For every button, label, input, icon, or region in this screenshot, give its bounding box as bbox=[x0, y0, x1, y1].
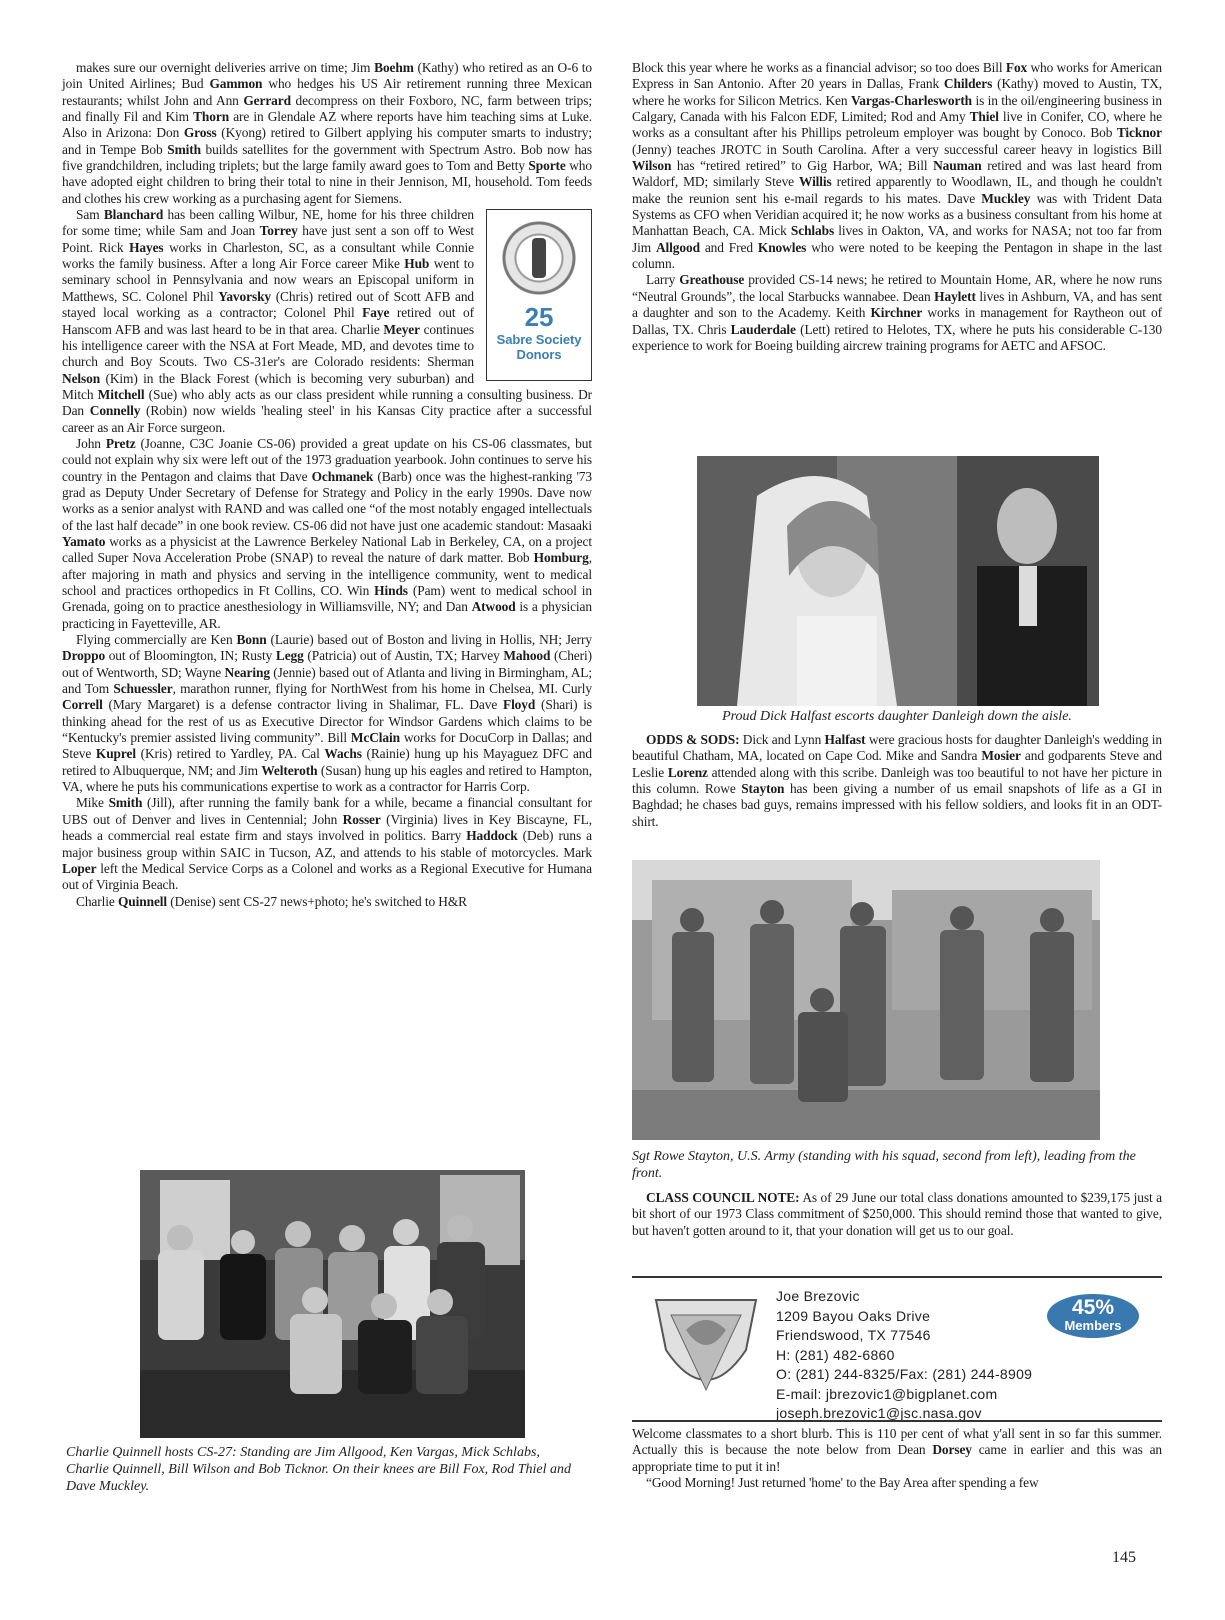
group-photo bbox=[140, 1170, 525, 1438]
classmate-surname: Wilson bbox=[632, 158, 672, 174]
classmate-surname: Dorsey bbox=[932, 1442, 972, 1458]
classmate-surname: Fox bbox=[1005, 60, 1028, 75]
classmate-surname: Nelson bbox=[62, 370, 101, 386]
classmate-surname: Nearing bbox=[224, 664, 270, 680]
paragraph: Sam Blanchard has been calling Wilbur, NE, home for his three children for some time; while Sam and Joan Torrey have just sent a son off to West Point. Rick Hayes works in Charleston, SC, as a consultant while Connie works the family business. After a long Air Force career Mike Hub went to seminary school in Pennsylvania and now wears an Episcopal uniform in Matthews, SC. Colonel Phil Yavorsky (Chris) retired out of Scott AFB and stayed local working as a contractor; Colonel Phil Faye retired out of Hanscom AFB and was last heard to be in that area. Charlie Meyer continues his intelligence career with the NSA at Fort Meade, MD, and devotes time to church and Boy Scouts. Two CS-31er's are Colorado residents: Sherman Nelson (Kim) in the Black Forest (which is becoming very suburban) and Mitch Mitchell (Sue) who ably acts as our class president while running a consulting business. Dr Dan Connelly (Robin) now wields 'healing steel' in his Kansas City practice after a successful career as an Air Force surgeon. bbox=[62, 207, 593, 435]
classmate-surname: Legg bbox=[275, 648, 304, 664]
classmate-surname: Correll bbox=[62, 697, 103, 713]
classmate-surname: ODDS & SODS: bbox=[646, 732, 740, 747]
classmate-surname: Yavorsky bbox=[218, 288, 272, 304]
members-percent: 45% bbox=[1071, 1296, 1115, 1319]
paragraph: CLASS COUNCIL NOTE: As of 29 June our total class donations amounted to $239,175 just a bit short of our 1973 Class commitment of $250,000. This should remind those that wanted to give, but haven't gotten around to it, that your donation will get us to our goal. bbox=[632, 1190, 1162, 1238]
section-divider bbox=[632, 1420, 1162, 1422]
classmate-surname: Thiel bbox=[969, 109, 999, 125]
classmate-surname: Blanchard bbox=[103, 207, 164, 223]
scribe-name: Joe Brezovic bbox=[776, 1288, 860, 1304]
classmate-surname: Rosser bbox=[342, 811, 381, 827]
paragraph: makes sure our overnight deliveries arrive on time; Jim Boehm (Kathy) who retired as an O-6 to join United Airlines; Bud Gammon who hedges his US Air retirement running three Mexican restaurants; whilst John and Ann Gerrard decompress on their Foxboro, NC, farm between trips; and finally Fil and Kim Thorn are in Glendale AZ where reports have him teaching sims at Luke. Also in Arizona: Don Gross (Kyong) retired to Gilbert applying his computer smarts to industry; and in Tempe Bob Smith builds satellites for the government with Spectrum Astro. Bob now has five grandchildren, including triplets; but the large family award goes to Tom and Betty Sporte who have adopted eight children to bring their total to nine in their Jennison, MI, household. Tom feeds and clothes his crew working as a purchasing agent for Siemens. bbox=[62, 60, 593, 206]
sabre-label-1: Sabre Society bbox=[496, 332, 582, 348]
members-label: Members bbox=[1064, 1318, 1122, 1333]
classmate-surname: Muckley bbox=[981, 190, 1031, 206]
paragraph: “Good Morning! Just returned 'home' to the Bay Area after spending a few bbox=[646, 1475, 1039, 1491]
paragraph: Welcome classmates to a short blurb. This is 110 per cent of what y'all sent in so far this summer. Actually this is because the note below from Dean Dorsey came in earlier and this was an appropriate time to put it in! bbox=[632, 1426, 1163, 1474]
classmate-surname: CLASS COUNCIL NOTE: bbox=[646, 1190, 800, 1205]
class-crest-logo-icon bbox=[646, 1290, 766, 1410]
classmate-surname: Haddock bbox=[466, 828, 518, 844]
classmate-surname: Sporte bbox=[528, 158, 566, 174]
classmate-surname: Gross bbox=[183, 125, 217, 141]
classmate-surname: Floyd bbox=[502, 697, 536, 713]
paragraph: Larry Greathouse provided CS-14 news; he retired to Mountain Home, AR, where he now runs “Neutral Grounds”, the local Starbucks wannabee. Dean Haylett lives in Ashburn, VA, and has sent a daughter and son to the Academy. Keith Kirchner works in management for Raytheon out of Dallas, TX. Chris Lauderdale (Lett) retired to Helotes, TX, where he puts his considerable C-130 experience to work for Boeing building aircrew training programs for AETC and AFSOC. bbox=[632, 272, 1163, 353]
paragraph: Mike Smith (Jill), after running the family bank for a while, became a financial consultant for UBS out of Denver and lives in Centennial; John Rosser (Virginia) lives in Key Biscayne, FL, heads a commercial real estate firm and stays involved in politics. Barry Haddock (Deb) runs a major business group within SAIC in Tucson, AZ, and attends to his stable of motorcycles. Mark Loper left the Medical Service Corps as a Colonel and works as a Regional Executive for Humana out of Virginia Beach. bbox=[62, 795, 592, 893]
classmate-surname: Droppo bbox=[62, 648, 106, 664]
classmate-surname: Willis bbox=[799, 174, 832, 190]
classmate-surname: Ticknor bbox=[1116, 125, 1162, 141]
classmate-surname: Stayton bbox=[741, 781, 785, 797]
contact-info bbox=[776, 1287, 1032, 1424]
classmate-surname: Lorenz bbox=[667, 764, 708, 780]
scribe-home-phone: H: (281) 482-6860 bbox=[776, 1346, 895, 1363]
scribe-address-2: Friendswood, TX 77546 bbox=[776, 1327, 931, 1343]
classmate-surname: Schuessler bbox=[113, 681, 173, 697]
scribe-office-phone: O: (281) 244-8325/Fax: (281) 244-8909 bbox=[776, 1366, 1033, 1382]
wedding-photo-caption: Proud Dick Halfast escorts daughter Danleigh down the aisle. bbox=[722, 709, 1072, 724]
classmate-surname: Kuprel bbox=[95, 746, 136, 762]
classmate-surname: Smith bbox=[108, 795, 143, 811]
classmate-surname: Faye bbox=[362, 305, 390, 321]
scribe-address-1: 1209 Bayou Oaks Drive bbox=[776, 1307, 931, 1324]
scribe-email-2[interactable]: joseph.brezovic1@jsc.nasa.gov bbox=[776, 1405, 982, 1421]
classmate-surname: Yamato bbox=[62, 533, 106, 549]
classmate-surname: Boehm bbox=[374, 60, 414, 75]
wedding-photo-image bbox=[697, 456, 1099, 706]
squad-photo-image bbox=[632, 860, 1100, 1140]
classmate-surname: Gammon bbox=[209, 76, 263, 92]
paragraph: ODDS & SODS: Dick and Lynn Halfast were gracious hosts for daughter Danleigh's wedding in beautiful Chatham, MA, located on Cape Cod. Mike and Sandra Mosier and godparents Steve and Leslie Lorenz attended along with this scribe. Danleigh was too beautiful to not have her picture in this column. Rowe Stayton has been giving a number of us email snapshots of life as a GI in Baghdad; he chases bad guys, remains impressed with his fellow soldiers, and looks fit in an ODT-shirt. bbox=[632, 732, 1163, 829]
page-number: 145 bbox=[1112, 1549, 1136, 1566]
wedding-photo bbox=[697, 456, 1099, 706]
classmate-surname: Mitchell bbox=[97, 386, 145, 402]
classmate-surname: Hinds bbox=[374, 583, 408, 598]
classmate-surname: Halfast bbox=[824, 732, 866, 747]
classmate-surname: Hub bbox=[404, 256, 430, 272]
classmate-surname: Vargas-Charlesworth bbox=[850, 92, 973, 108]
classmate-surname: McClain bbox=[350, 730, 400, 746]
classmate-surname: Schlabs bbox=[790, 223, 835, 239]
classmate-surname: Gerrard bbox=[243, 92, 291, 108]
classmate-surname: Greathouse bbox=[679, 272, 745, 288]
classmate-surname: Knowles bbox=[757, 239, 807, 255]
classmate-surname: Mosier bbox=[981, 748, 1021, 764]
members-badge bbox=[1047, 1294, 1139, 1338]
classmate-surname: Childers bbox=[943, 76, 993, 92]
paragraph: Flying commercially are Ken Bonn (Laurie) based out of Boston and living in Hollis, NH; Jerry Droppo out of Bloomington, IN; Rusty Legg (Patricia) out of Austin, TX; Harvey Mahood (Cheri) out of Wentworth, SD; Wayne Nearing (Jennie) based out of Atlanta and living in Birmingham, AL; and Tom Schuessler, marathon runner, flying for NorthWest from his home in Chelsea, MI. Curly Correll (Mary Margaret) is a defense contractor living in Shalimar, FL. Dave Floyd (Shari) is thinking ahead for the rest of us as Executive Director for Windsor Gardens which claims to be “Kentucky's premier assisted living community”. Bill McClain works for DocuCorp in Dallas; and Steve Kuprel (Kris) retired to Yardley, PA. Cal Wachs (Rainie) hung up his Mayaguez DFC and retired to Albuquerque, NM; and Jim Welteroth (Susan) hung up his eagles and retired to Hampton, VA, where he puts his communications expertise to work as a contractor for Harris Corp. bbox=[62, 632, 592, 795]
classmate-surname: Meyer bbox=[383, 321, 420, 337]
classmate-surname: Kirchner bbox=[870, 305, 923, 321]
right-column-bottom bbox=[632, 1426, 1162, 1491]
classmate-surname: Mahood bbox=[503, 648, 551, 664]
classmate-surname: Quinnell bbox=[117, 893, 168, 909]
classmate-surname: Connelly bbox=[89, 403, 141, 419]
paragraph: John Pretz (Joanne, C3C Joanie CS-06) provided a great update on his CS-06 classmates, but could not explain why six were left out of the 1973 graduation yearbook. John continues to serve his country in the Pentagon and claims that Dave Ochmanek (Barb) once was the highest-ranking '73 grad as Deputy Under Secretary of Defense for Strategy and Policy in the early 1990s. Dave now works as a senior analyst with RAND and was called one “of the most notably engaged intellectuals of the last half decade” in one book review. CS-06 did not have just one academic standout: Masaaki Yamato works as a physicist at the Lawrence Berkeley National Lab in Berkeley, CA, on a project called Super Nova Acceleration Probe (SNAP) to reveal the nature of dark matter. Bob Homburg, after majoring in math and physics and serving in the intelligence community, went to medical school and practices orthopedics in Ft Collins, CO. Win Hinds (Pam) went to medical school in Grenada, going on to practice anesthesiology in Williamsville, NY; and Dan Atwood is a physician practicing in Fayetteville, AR. bbox=[62, 435, 592, 631]
scribe-email-1[interactable]: E-mail: jbrezovic1@bigplanet.com bbox=[776, 1385, 998, 1402]
classmate-surname: Haylett bbox=[934, 288, 976, 304]
classmate-surname: Thorn bbox=[193, 109, 230, 125]
right-column-mid bbox=[632, 732, 1162, 830]
classmate-surname: Wachs bbox=[324, 746, 362, 762]
classmate-surname: Smith bbox=[167, 141, 201, 157]
sabre-label-2: Donors bbox=[516, 347, 562, 363]
squad-photo bbox=[632, 860, 1100, 1140]
right-column-council bbox=[632, 1190, 1162, 1239]
paragraph: Charlie Quinnell (Denise) sent CS-27 news+photo; he's switched to H&R bbox=[76, 893, 468, 909]
left-column bbox=[62, 60, 592, 910]
right-column-top bbox=[632, 60, 1162, 354]
classmate-surname: Bonn bbox=[236, 632, 267, 648]
sabre-society-badge bbox=[486, 209, 592, 381]
classmate-surname: Pretz bbox=[105, 435, 136, 451]
classmate-surname: Loper bbox=[62, 860, 97, 876]
classmate-surname: Lauderdale bbox=[730, 321, 796, 337]
classmate-surname: Torrey bbox=[259, 223, 298, 239]
classmate-surname: Ochmanek bbox=[311, 468, 374, 484]
group-photo-image bbox=[140, 1170, 525, 1438]
squad-photo-caption: Sgt Rowe Stayton, U.S. Army (standing with his squad, second from left), leading from the front. bbox=[632, 1149, 1136, 1181]
sabre-society-seal-icon bbox=[501, 220, 577, 296]
scribe-contact-block bbox=[632, 1276, 1162, 1421]
group-photo-caption: Charlie Quinnell hosts CS-27: Standing are Jim Allgood, Ken Vargas, Mick Schlabs, Charlie Quinnell, Bill Wilson and Bob Ticknor. On their knees are Bill Fox, Rod Thiel and Dave Muckley. bbox=[66, 1445, 571, 1494]
classmate-surname: Allgood bbox=[655, 239, 700, 255]
classmate-surname: Welteroth bbox=[261, 762, 318, 778]
classmate-surname: Homburg bbox=[533, 550, 589, 566]
classmate-surname: Hayes bbox=[129, 239, 164, 255]
left-column-text bbox=[62, 60, 592, 910]
classmate-surname: Nauman bbox=[933, 158, 982, 174]
sabre-donor-count: 25 bbox=[524, 302, 554, 333]
paragraph: Block this year where he works as a financial advisor; so too does Bill Fox who works for American Express in San Antonio. After 20 years in Dallas, Frank Childers (Kathy) moved to Austin, TX, where he works for Silicon Metrics. Ken Vargas-Charlesworth is in the oil/engineering business in Calgary, Canada with his Falcon EDF, Limited; Rod and Amy Thiel live in Conifer, CO, where he works as a consultant after his Phillips petroleum employer was bought by Conoco. Bob Ticknor (Jenny) teaches JROTC in South Carolina. After a very successful career heavy in logistics Bill Wilson has “retired retired” to Gig Harbor, WA; Bill Nauman retired and was last heard from Waldorf, MD; similarly Steve Willis retired apparently to Woodlawn, IL, and though he couldn't make the reunion sent his e-mail regards to his mates. Dave Muckley was with Trident Data Systems as CFO when Veridian acquired it; he now works as a business consultant from his home at Manhattan Beach, CA. Mick Schlabs lives in Oakton, VA, and works for NASA; not too far from Jim Allgood and Fred Knowles who were noted to be keeping the Pentagon in shape in the last column. bbox=[632, 60, 1162, 272]
classmate-surname: Atwood bbox=[471, 599, 516, 615]
